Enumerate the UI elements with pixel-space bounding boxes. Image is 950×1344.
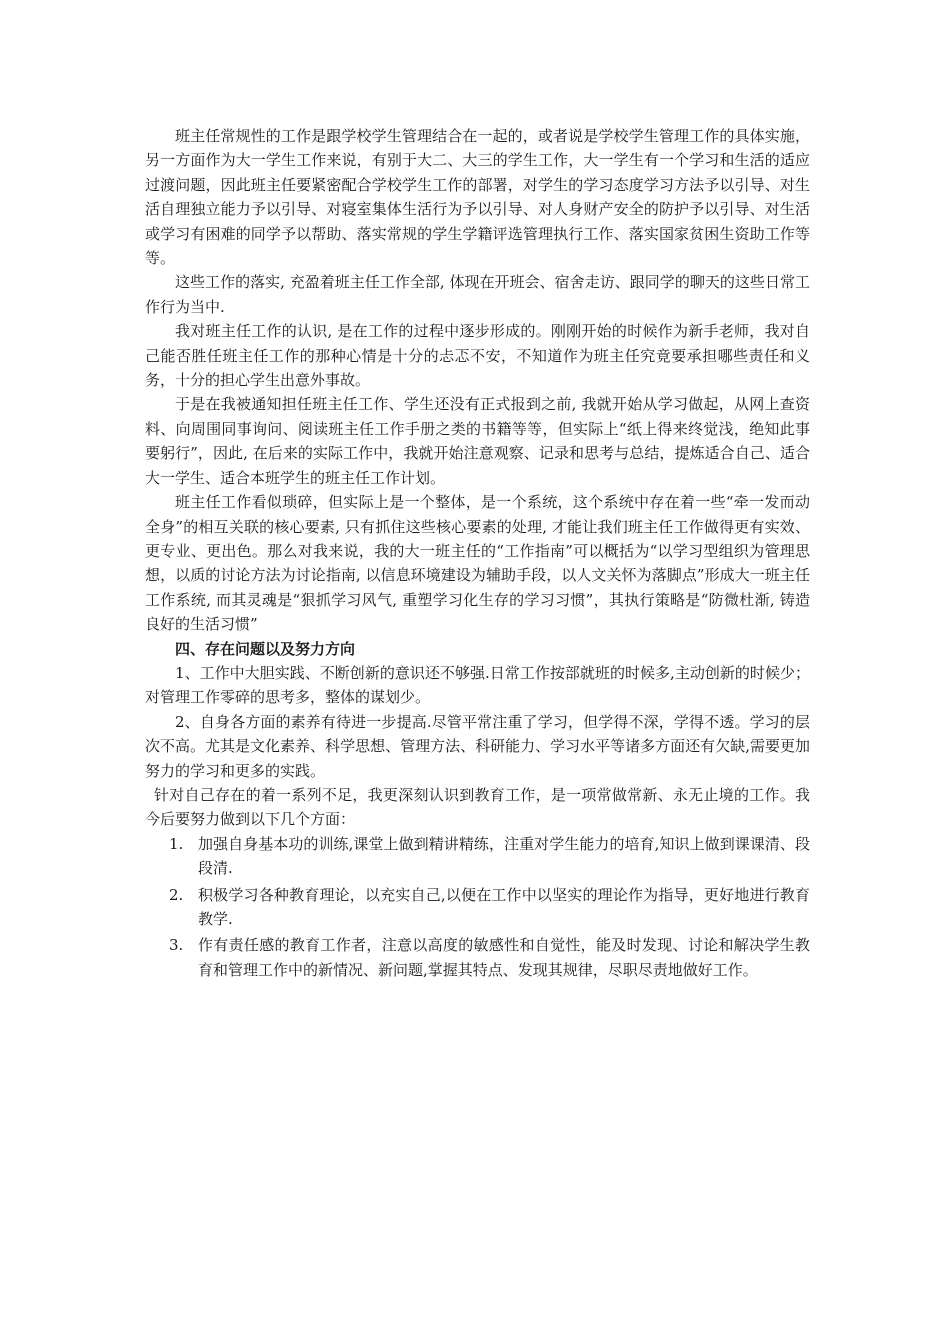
paragraph-1: 班主任常规性的工作是跟学校学生管理结合在一起的，或者说是学校学生管理工作的具体实施，另一方面作为大一学生工作来说，有别于大二、大三的学生工作，大一学生有一个学习和生活的适应过渡问题，因此班主任要紧密配合学校学生工作的部署，对学生的学习态度学习方法予以引导、对生活自理独立能力予以引导、对寝室集体生活行为予以引导、对人身财产安全的防护予以引导、对生活或学习有困难的同学予以帮助、落实常规的学生学籍评选管理执行工作、落实国家贫困生资助工作等等。	[145, 127, 810, 268]
paragraph-4: 于是在我被通知担任班主任工作、学生还没有正式报到之前, 我就开始从学习做起，从网上查资料、向周围同事询问、阅读班主任工作手册之类的书籍等等，但实际上“纸上得来终觉浅，绝知此事要躬行”，因此, 在后来的实际工作中，我就开始注意观察、记录和思考与总结，提炼适合自己、适合大一学生、适合本班学生的班主任工作计划。	[145, 395, 810, 487]
list-number: 2.	[169, 885, 184, 904]
improvement-list	[145, 832, 810, 982]
list-item	[145, 933, 810, 982]
list-item	[145, 832, 810, 881]
list-number: 1.	[169, 834, 184, 853]
problem-2: 2、自身各方面的素养有待进一步提高.尽管平常注重了学习，但学得不深，学得不透。学习的层次不高。尤其是文化素养、科学思想、管理方法、科研能力、学习水平等诸多方面还有欠缺,需要更加努力的学习和更多的实践。	[145, 712, 810, 780]
list-text: 积极学习各种教育理论，以充实自己,以便在工作中以坚实的理论作为指导，更好地进行教育教学.	[198, 885, 810, 928]
list-item	[145, 883, 810, 932]
list-text: 作有责任感的教育工作者，注意以高度的敏感性和自觉性，能及时发现、讨论和解决学生教育和管理工作中的新情况、新问题,掌握其特点、发现其规律，尽职尽责地做好工作。	[198, 936, 810, 979]
paragraph-2: 这些工作的落实, 充盈着班主任工作全部, 体现在开班会、宿舍走访、跟同学的聊天的这些日常工作行为当中.	[145, 273, 810, 316]
list-number: 3.	[169, 936, 184, 955]
intro-paragraph: 针对自己存在的着一系列不足，我更深刻认识到教育工作，是一项常做常新、永无止境的工作。我今后要努力做到以下几个方面：	[145, 785, 810, 829]
paragraph-3: 我对班主任工作的认识, 是在工作的过程中逐步形成的。刚刚开始的时候作为新手老师，我对自己能否胜任班主任工作的那种心情是十分的忐忑不安，不知道作为班主任究竟要承担哪些责任和义务，十分的担心学生出意外事故。	[145, 322, 810, 390]
problem-1: 1、工作中大胆实践、不断创新的意识还不够强.日常工作按部就班的时候多,主动创新的时候少；对管理工作零碎的思考多，整体的谋划少。	[145, 663, 810, 707]
paragraph-5: 班主任工作看似琐碎，但实际上是一个整体，是一个系统，这个系统中存在着一些“牵一发而动全身”的相互关联的核心要素, 只有抓住这些核心要素的处理, 才能让我们班主任工作做得更有实效、更专业、更出色。那么对我来说，我的大一班主任的“工作指南”可以概括为“以学习型组织为管理思想，以质的讨论方法为讨论指南, 以信息环境建设为辅助手段，以人文关怀为落脚点”形成大一班主任工作系统, 而其灵魂是“狠抓学习风气, 重塑学习化生存的学习习惯”，其执行策略是“防微杜渐, 铸造良好的生活习惯”	[145, 493, 810, 634]
section-heading: 四、存在问题以及努力方向	[175, 639, 356, 658]
list-text: 加强自身基本功的训练,课堂上做到精讲精练，注重对学生能力的培育,知识上做到课课清、段段清.	[198, 834, 810, 878]
document-page	[145, 124, 810, 984]
